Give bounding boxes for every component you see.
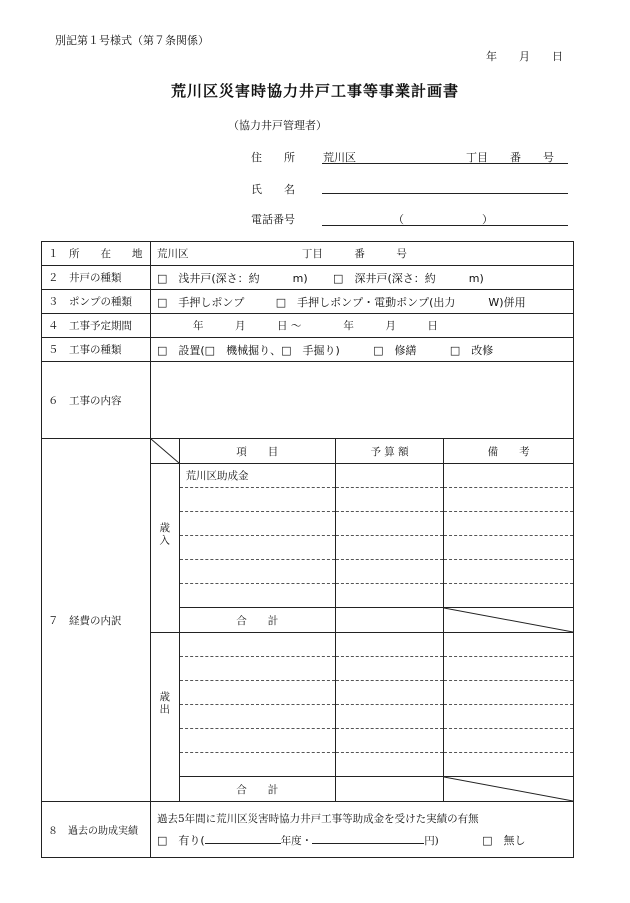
expense-budget-cell[interactable] xyxy=(335,633,443,657)
applicant-label: （協力井戸管理者） xyxy=(228,119,327,132)
income-row xyxy=(151,464,573,488)
yen-label: 円) xyxy=(424,834,439,847)
expense-row xyxy=(151,633,573,657)
expense-total-row xyxy=(151,777,573,802)
col-note-header: 備 考 xyxy=(444,439,573,464)
expenses-breakdown xyxy=(151,439,574,802)
address-label: 住 所 xyxy=(251,151,295,164)
income-total-budget[interactable] xyxy=(335,608,443,633)
page-title: 荒川区災害時協力井戸工事等事業計画書 xyxy=(170,82,459,100)
expense-item-cell[interactable] xyxy=(179,657,335,681)
expense-note-cell[interactable] xyxy=(444,657,573,681)
expense-total-note-void xyxy=(444,777,573,802)
row-work-content xyxy=(42,362,574,439)
phone-label: 電話番号 xyxy=(251,213,295,226)
income-total-note-void xyxy=(444,608,573,633)
hand-electric-pump-checkbox[interactable]: □ 手押しポンプ・電動ポンプ(出力 W)併用 xyxy=(275,295,526,309)
diagonal-cell xyxy=(151,439,179,464)
no-checkbox[interactable]: □ 無し xyxy=(482,833,526,847)
expense-total-spacer xyxy=(151,777,179,802)
income-item-cell[interactable]: 荒川区助成金 xyxy=(179,464,335,488)
work-type-label: ５ 工事の種類 xyxy=(42,338,151,362)
income-row xyxy=(151,560,573,584)
income-total-row xyxy=(151,608,573,633)
grant-year-input[interactable] xyxy=(205,833,281,844)
address-suffix: 丁目 番 号 xyxy=(466,151,554,164)
expense-row xyxy=(151,753,573,777)
grant-amount-input[interactable] xyxy=(312,833,424,844)
expense-note-cell[interactable] xyxy=(444,681,573,705)
row-work-type xyxy=(42,338,574,362)
income-row xyxy=(151,584,573,608)
income-row xyxy=(151,536,573,560)
col-budget-header: 予 算 額 xyxy=(335,439,443,464)
date-field[interactable]: 年 月 日 xyxy=(486,50,563,63)
row-past-grants xyxy=(42,802,574,858)
plan-table xyxy=(41,241,574,858)
income-item-cell[interactable] xyxy=(179,512,335,536)
expense-budget-cell[interactable] xyxy=(335,681,443,705)
income-note-cell[interactable] xyxy=(444,464,573,488)
income-total-label: 合 計 xyxy=(179,608,335,633)
yes-checkbox[interactable]: □ 有り( xyxy=(157,833,205,847)
expense-note-cell[interactable] xyxy=(444,705,573,729)
expense-note-cell[interactable] xyxy=(444,633,573,657)
expense-budget-cell[interactable] xyxy=(335,657,443,681)
income-item-cell[interactable] xyxy=(179,488,335,512)
income-item-cell[interactable] xyxy=(179,536,335,560)
expense-total-budget[interactable] xyxy=(335,777,443,802)
expense-item-cell[interactable] xyxy=(179,705,335,729)
income-total-spacer xyxy=(151,608,179,633)
expense-note-cell[interactable] xyxy=(444,729,573,753)
income-row xyxy=(151,512,573,536)
income-note-cell[interactable] xyxy=(444,584,573,608)
renovation-checkbox[interactable]: □ 改修 xyxy=(449,343,494,357)
income-budget-cell[interactable] xyxy=(335,512,443,536)
expense-budget-cell[interactable] xyxy=(335,753,443,777)
well-type-label: ２ 井戸の種類 xyxy=(42,266,151,290)
past-grants-label: ８ 過去の助成実績 xyxy=(42,802,151,858)
expense-item-cell[interactable] xyxy=(179,729,335,753)
pump-type-label: ３ ポンプの種類 xyxy=(42,290,151,314)
year-label: 年度・ xyxy=(280,834,313,847)
phone-input[interactable] xyxy=(322,225,568,226)
income-item-cell[interactable] xyxy=(179,584,335,608)
deep-well-checkbox[interactable]: □ 深井戸(深さ：約 m) xyxy=(333,271,484,285)
past-grants-question: 過去5年間に荒川区災害時協力井戸工事等助成金を受けた実績の有無 xyxy=(157,812,479,825)
income-budget-cell[interactable] xyxy=(335,464,443,488)
row-well-type xyxy=(42,266,574,290)
repair-checkbox[interactable]: □ 修繕 xyxy=(373,343,417,357)
expense-table xyxy=(151,439,573,801)
expense-row xyxy=(151,657,573,681)
row-location xyxy=(42,242,574,266)
row-period xyxy=(42,314,574,338)
row-expenses xyxy=(42,439,574,802)
name-input[interactable] xyxy=(322,193,568,194)
location-value: 荒川区 xyxy=(157,248,189,260)
period-value: 年 月 日 〜 年 月 日 xyxy=(193,320,438,332)
phone-paren-open: （ xyxy=(393,213,404,226)
period-field[interactable] xyxy=(151,314,574,338)
income-note-cell[interactable] xyxy=(444,488,573,512)
location-field[interactable] xyxy=(151,242,574,266)
col-item-header: 項 目 xyxy=(179,439,335,464)
expense-header-row xyxy=(151,439,573,464)
expense-budget-cell[interactable] xyxy=(335,729,443,753)
income-budget-cell[interactable] xyxy=(335,488,443,512)
name-label: 氏 名 xyxy=(251,183,295,196)
income-section-label: 歳入 xyxy=(151,464,179,608)
location-suffix: 丁目 番 号 xyxy=(301,248,407,260)
income-row xyxy=(151,488,573,512)
address-input[interactable] xyxy=(322,163,568,164)
income-budget-cell[interactable] xyxy=(335,536,443,560)
form-number: 別記第１号様式（第７条関係） xyxy=(55,34,209,47)
shallow-well-checkbox[interactable]: □ 浅井戸(深さ：約 m) xyxy=(157,271,308,285)
address-value: 荒川区 xyxy=(323,151,356,164)
expense-note-cell[interactable] xyxy=(444,753,573,777)
expenses-label: ７ 経費の内訳 xyxy=(42,439,151,802)
expense-row xyxy=(151,729,573,753)
expense-budget-cell[interactable] xyxy=(335,705,443,729)
work-content-field[interactable] xyxy=(151,362,574,439)
install-checkbox[interactable]: □ 設置(□ 機械掘り、□ 手掘り) xyxy=(157,343,340,357)
location-label: １ 所 在 地 xyxy=(42,242,151,266)
expense-section-label: 歳出 xyxy=(151,633,179,777)
work-content-label: ６ 工事の内容 xyxy=(42,362,151,439)
income-note-cell[interactable] xyxy=(444,560,573,584)
income-budget-cell[interactable] xyxy=(335,584,443,608)
expense-item-cell[interactable] xyxy=(179,753,335,777)
income-note-cell[interactable] xyxy=(444,512,573,536)
row-pump-type xyxy=(42,290,574,314)
expense-total-label: 合 計 xyxy=(179,777,335,802)
expense-row xyxy=(151,681,573,705)
hand-pump-checkbox[interactable]: □ 手押しポンプ xyxy=(157,295,245,309)
phone-paren-close: ） xyxy=(482,213,493,226)
income-item-cell[interactable] xyxy=(179,560,335,584)
period-label: ４ 工事予定期間 xyxy=(42,314,151,338)
income-budget-cell[interactable] xyxy=(335,560,443,584)
expense-row xyxy=(151,705,573,729)
expense-item-cell[interactable] xyxy=(179,681,335,705)
expense-item-cell[interactable] xyxy=(179,633,335,657)
income-note-cell[interactable] xyxy=(444,536,573,560)
